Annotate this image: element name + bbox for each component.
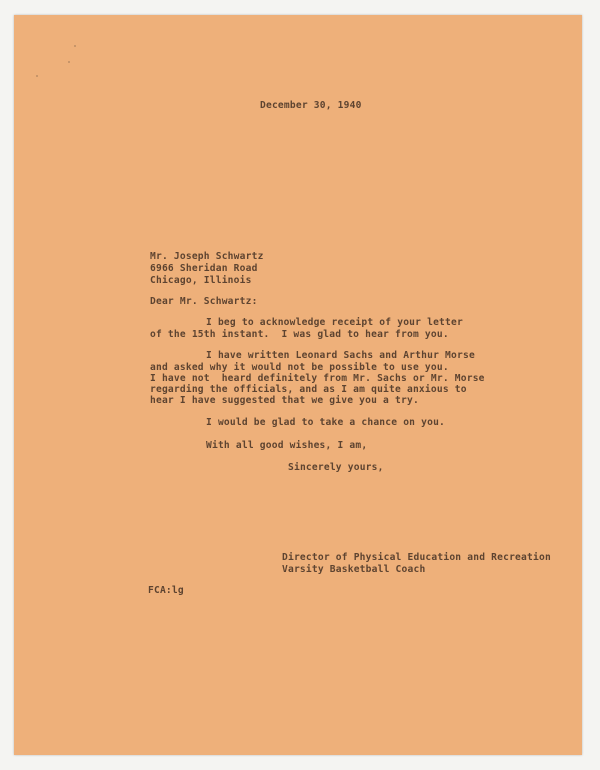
letter-date: December 30, 1940 bbox=[260, 100, 362, 111]
paragraph-4: With all good wishes, I am, bbox=[206, 440, 368, 451]
paper-speck bbox=[36, 75, 38, 77]
signature-title-line-2: Varsity Basketball Coach bbox=[282, 564, 426, 575]
paragraph-2-line: I have not heard definitely from Mr. Sachs or Mr. Morse bbox=[150, 373, 485, 384]
paragraph-2-line: regarding the officials, and as I am quite anxious to bbox=[150, 384, 467, 395]
signature-title-line-1: Director of Physical Education and Recreation bbox=[282, 552, 551, 563]
paragraph-3: I would be glad to take a chance on you. bbox=[206, 417, 446, 428]
reference-initials: FCA:lg bbox=[148, 585, 184, 596]
closing: Sincerely yours, bbox=[288, 462, 384, 473]
recipient-name: Mr. Joseph Schwartz bbox=[150, 251, 264, 262]
salutation: Dear Mr. Schwartz: bbox=[150, 296, 258, 307]
paragraph-2-line: hear I have suggested that we give you a try. bbox=[150, 395, 419, 406]
paragraph-1-line: of the 15th instant. I was glad to hear from you. bbox=[150, 329, 449, 340]
letter-sheet bbox=[14, 15, 582, 755]
paper-speck bbox=[68, 61, 70, 63]
paragraph-2-line: I have written Leonard Sachs and Arthur Morse bbox=[206, 350, 475, 361]
paper-speck bbox=[74, 45, 76, 47]
paragraph-2-line: and asked why it would not be possible to use you. bbox=[150, 362, 449, 373]
recipient-street: 6966 Sheridan Road bbox=[150, 263, 258, 274]
paragraph-1-line: I beg to acknowledge receipt of your letter bbox=[206, 317, 463, 328]
recipient-city: Chicago, Illinois bbox=[150, 275, 252, 286]
